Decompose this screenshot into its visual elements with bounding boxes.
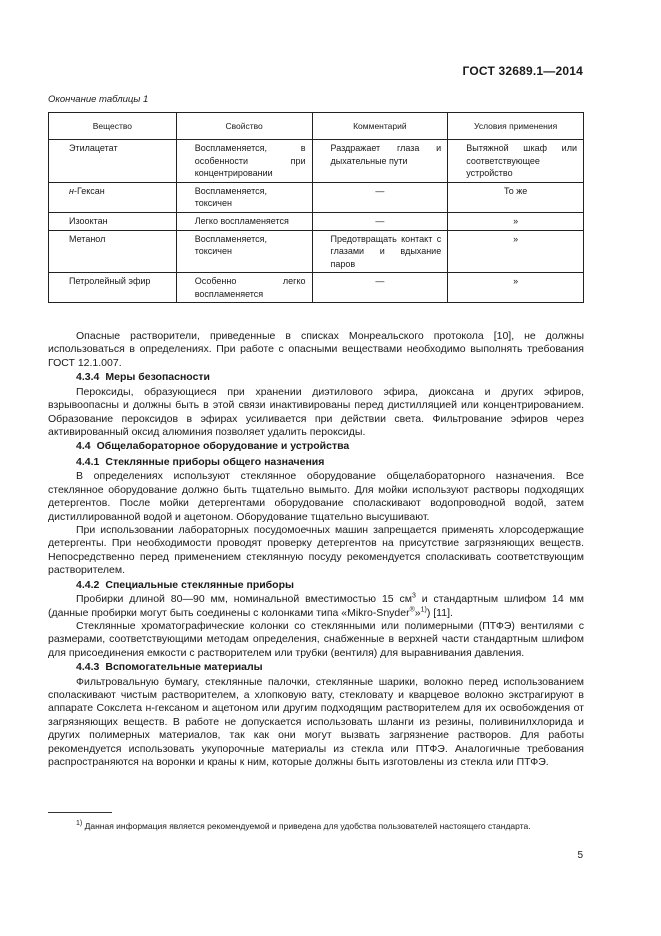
footnote-mark: 1) — [76, 820, 83, 828]
paragraph-intro: Опасные растворители, приведенные в списках Монреальского протокола [10], не должны использоваться в определениях. При работе с опасными веществами необходимо выполнять требования ГОСТ 12.1.007. — [48, 330, 584, 369]
substance-cell: н-Гексан — [49, 182, 177, 212]
column-header: Условия применения — [448, 113, 584, 140]
column-header: Комментарий — [312, 113, 448, 140]
table-row — [49, 212, 584, 230]
table-caption: Окончание таблицы 1 — [48, 94, 149, 105]
section-heading-4-4-3: 4.4.3 Вспомогательные материалы — [76, 661, 263, 674]
property-cell: Особенно легко воспламеняется — [176, 273, 312, 303]
footnote-reference: 1) — [420, 606, 427, 613]
table-row — [49, 140, 584, 183]
section-heading-4-4: 4.4 Общелабораторное оборудование и устройства — [76, 440, 350, 453]
substance-cell: Петролейный эфир — [49, 273, 177, 303]
comment-cell: Раздражает глаза и дыхательные пути — [312, 140, 448, 183]
paragraph-4-4-2-b: Стеклянные хроматографические колонки со стеклянными или полимерными (ПТФЭ) вентилями с размерами, соответствующими методам определения, снабженные в верхней части стандартным шлифом для присоединения емкости с растворителем или трубки (вентиля) для выравнивания давления. — [48, 619, 584, 659]
substance-cell: Этилацетат — [49, 140, 177, 183]
property-cell: Воспламеняется, токсичен — [176, 230, 312, 273]
body-text — [48, 330, 584, 769]
comment-cell: — — [312, 273, 448, 303]
section-heading-4-4-2: 4.4.2 Специальные стеклянные приборы — [76, 578, 294, 591]
conditions-cell: » — [448, 212, 584, 230]
comment-cell: — — [312, 212, 448, 230]
comment-cell: Предотвращать контакт с глазами и вдыхание паров — [312, 230, 448, 273]
footnote — [48, 818, 584, 835]
document-header: ГОСТ 32689.1—2014 — [462, 64, 583, 78]
paragraph-4-3-4: Пероксиды, образующиеся при хранении диэтилового эфира, диоксана и других эфиров, взрывоопасны и должны быть в этой связи инактивированы перед дистилляцией или концентрированием. Образование пероксидов в эфирах усиливается при действии света. Фильтрование эфиров через активированный оксид алюминия позволяет удалить пероксиды. — [48, 385, 584, 438]
property-cell: Воспламеняется, токсичен — [176, 182, 312, 212]
table-row — [49, 273, 584, 303]
italic-prefix: н — [69, 185, 74, 196]
property-cell: Воспламеняется, в особенности при концентрировании — [176, 140, 312, 183]
paragraph-4-4-1-b: При использовании лабораторных посудомоечных машин запрещается применять хлорсодержащие детергенты. При необходимости проводят проверку детергентов на присутствие загрязняющих веществ. Непосредственно перед применением стеклянную посуду рекомендуется споласкивать соответствующим растворителем. — [48, 523, 584, 577]
comment-cell: — — [312, 182, 448, 212]
conditions-cell: » — [448, 273, 584, 303]
paragraph-4-4-3: Фильтровальную бумагу, стеклянные палочки, стеклянные шарики, волокно перед использованием споласкивают чистым растворителем, а хлопковую вату, стекловату и кварцевое волокно экстрагируют в аппарате Сокслета н-гексаном и ацетоном или другим подходящим растворителем для их освобождения от загрязняющих веществ. В работе не допускается использовать шланги из резины, поливинилхлорида и других полимерных материалов, так как они могут вызвать загрязнение растворов. Для работы рекомендуется использовать укупорочные материалы из стекла или ПТФЭ. Аналогичные требования распространяются на воронки и краны к ним, которые должны быть изготовлены из стекла или ПТФЭ. — [48, 675, 584, 769]
paragraph-4-4-1-a: В определениях используют стеклянное оборудование общелабораторного назначения. Все стеклянное оборудование должно быть тщательно вымыто. Для мойки используют растворы подходящих детергентов. После мойки детергентами оборудование споласкивают водопроводной водой, затем дистиллированной водой и ацетоном. Оборудование тщательно высушивают. — [48, 470, 584, 523]
page-number: 5 — [577, 850, 583, 861]
table-header-row — [49, 113, 584, 140]
footnote-divider — [48, 812, 112, 813]
conditions-cell: Вытяжной шкаф или соответствующее устройство — [448, 140, 584, 183]
substance-cell: Изооктан — [49, 212, 177, 230]
section-heading-4-4-1: 4.4.1 Стеклянные приборы общего назначения — [76, 455, 325, 468]
footnote-text: Данная информация является рекомендуемой и приведена для удобства пользователей настоящего стандарта. — [82, 821, 531, 831]
column-header: Вещество — [49, 113, 177, 140]
property-cell: Легко воспламеняется — [176, 212, 312, 230]
conditions-cell: » — [448, 230, 584, 273]
column-header: Свойство — [176, 113, 312, 140]
table-row — [49, 230, 584, 273]
substance-cell: Метанол — [49, 230, 177, 273]
conditions-cell: То же — [448, 182, 584, 212]
paragraph-4-4-2-a: Пробирки длиной 80—90 мм, номинальной вместимостью 15 $см^3$ и стандартным шлифом 14 мм (данные пробирки могут быть соединены с колонками типа «Mikro-Snyder®»$^{1)}$) [11]. — [48, 592, 584, 619]
solvents-table — [48, 112, 584, 303]
table-row — [49, 182, 584, 212]
section-heading-4-3-4: 4.3.4 Меры безопасности — [76, 371, 211, 384]
